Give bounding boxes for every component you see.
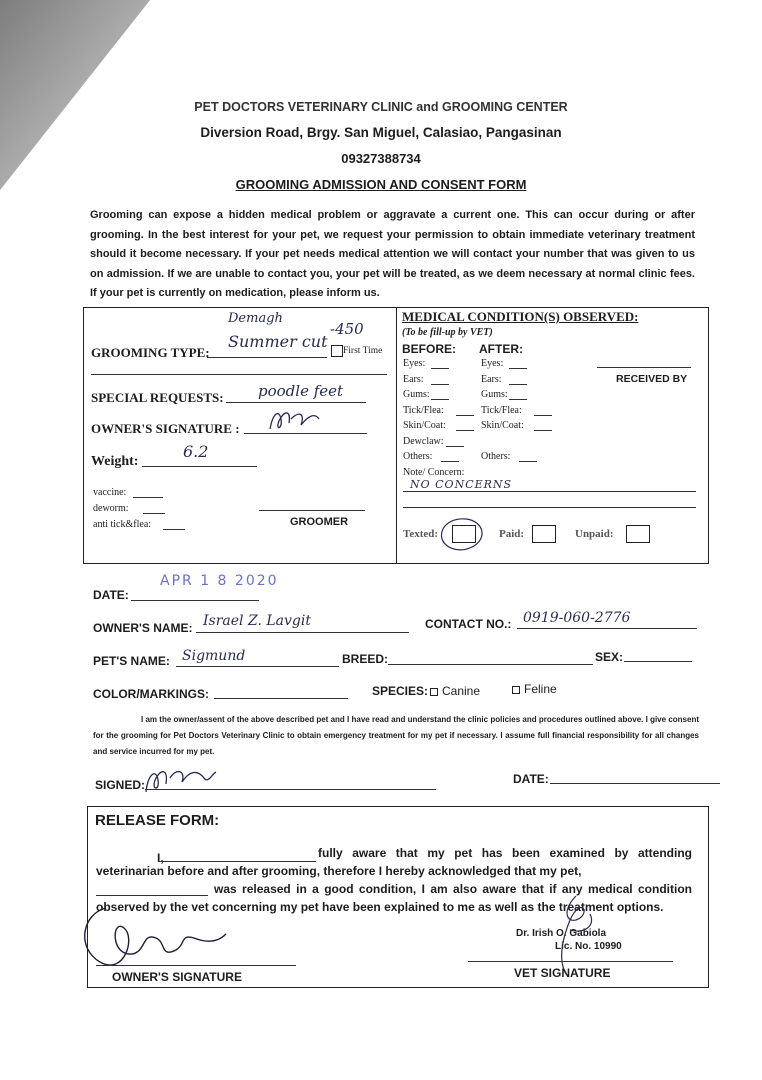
pet-name-label: PET'S NAME: — [93, 654, 170, 668]
before-blank-line — [441, 461, 459, 462]
vet-signature-line — [468, 961, 673, 962]
grooming-type-handwritten-2: Summer cut — [228, 332, 328, 351]
vet-license: Lic. No. 10990 — [555, 941, 622, 952]
release-text-1: I, — [157, 851, 164, 865]
signed-signature-scribble — [142, 764, 218, 798]
weight-value: 6.2 — [183, 442, 209, 461]
after-item: Ears: — [481, 373, 502, 385]
vet-signature-label: VET SIGNATURE — [514, 966, 611, 980]
deworm-line — [143, 513, 165, 514]
after-item: Others: — [481, 451, 511, 462]
paid-label: Paid: — [499, 528, 525, 540]
owner-signature-line — [244, 433, 367, 434]
note-value: NO CONCERNS — [410, 478, 513, 491]
deworm-label: deworm: — [93, 503, 129, 514]
medical-title: MEDICAL CONDITION(S) OBSERVED: — [402, 309, 639, 324]
date-label: DATE: — [93, 588, 129, 602]
weight-line — [142, 466, 257, 467]
first-time-checkbox[interactable] — [331, 345, 343, 357]
feline-checkbox[interactable] — [512, 686, 520, 694]
contact-line — [517, 628, 697, 629]
release-title: RELEASE FORM: — [95, 812, 220, 829]
before-item: Dewclaw: — [403, 435, 444, 447]
after-item: Eyes: — [481, 358, 504, 369]
release-text-3: was released in a good condition, I am also aware that if any medical condition observed by the vet concerning my pet have been explained to me as well as the treatment options. — [96, 882, 692, 914]
sex-label: SEX: — [595, 650, 624, 664]
received-by-label: RECEIVED BY — [616, 373, 688, 385]
first-time-label: First Time — [343, 346, 383, 356]
clinic-name: PET DOCTORS VETERINARY CLINIC and GROOMING CENTER — [194, 100, 568, 114]
vaccine-label: vaccine: — [93, 487, 127, 498]
before-item: Eyes: — [403, 358, 426, 369]
after-blank-line — [534, 430, 552, 431]
contact-value: 0919-060-2776 — [523, 610, 631, 626]
intro-paragraph: Grooming can expose a hidden medical problem or aggravate a current one. This can occur during or after grooming. In the best interest for your pet, we request your permission to obtain immediate veterinary treatment should it become necessary. If your pet needs medical attention we will contact your number that was given to us on admission. If we are unable to contact you, your pet will be treated, as we deem necessary at normal clinic fees. If your pet is currently on medication, please inform us. — [90, 209, 695, 299]
groomer-line — [259, 510, 365, 511]
feline-label: Feline — [524, 682, 557, 696]
breed-label: BREED: — [342, 652, 389, 666]
before-item: Gums: — [403, 389, 430, 400]
canine-label: Canine — [442, 684, 481, 698]
unpaid-label: Unpaid: — [575, 528, 614, 540]
clinic-phone: 09327388734 — [341, 151, 421, 166]
special-requests-label: SPECIAL REQUESTS: — [91, 390, 224, 405]
weight-label: Weight: — [91, 454, 139, 469]
owner-name-value: Israel Z. Lavgit — [203, 613, 311, 629]
before-blank-line — [431, 384, 449, 385]
canine-checkbox[interactable] — [430, 688, 438, 696]
note-label: Note/ Concern: — [403, 467, 465, 478]
after-blank-line — [509, 384, 527, 385]
before-blank-line — [431, 368, 449, 369]
special-requests-line — [226, 402, 366, 403]
after-label: AFTER: — [479, 342, 523, 356]
pet-name-line — [176, 666, 339, 667]
date-line — [131, 600, 259, 601]
color-line — [214, 698, 348, 699]
grooming-type-line — [207, 357, 327, 358]
texted-circle-mark — [432, 513, 490, 553]
owner-release-line — [96, 965, 296, 966]
before-item: Others: — [403, 451, 433, 462]
clinic-address: Diversion Road, Brgy. San Miguel, Calasiao, Pangasinan — [200, 125, 562, 140]
date-stamp: APR 1 8 2020 — [160, 573, 279, 589]
groomer-label: GROOMER — [290, 516, 349, 528]
signed-date-line — [550, 783, 720, 784]
after-item: Skin/Coat: — [481, 420, 524, 431]
breed-line — [388, 664, 593, 665]
anti-tick-line — [163, 529, 185, 530]
anti-tick-label: anti tick&flea: — [93, 519, 152, 530]
after-item: Tick/Flea: — [481, 404, 522, 416]
pet-name-value: Sigmund — [182, 648, 246, 664]
signed-date-label: DATE: — [513, 772, 549, 786]
grooming-type-line-2 — [91, 374, 387, 375]
before-blank-line — [431, 399, 449, 400]
box-divider — [396, 307, 397, 563]
owner-release-signature-label: OWNER'S SIGNATURE — [112, 970, 242, 984]
after-blank-line — [509, 399, 527, 400]
grooming-type-label: GROOMING TYPE: — [91, 345, 210, 360]
owner-name-label: OWNER'S NAME: — [93, 621, 193, 635]
before-blank-line — [456, 430, 474, 431]
vet-name: Dr. Irish O. Gabiola — [516, 928, 607, 939]
before-blank-line — [446, 446, 464, 447]
paid-checkbox[interactable] — [532, 525, 556, 543]
medical-subtitle: (To be fill-up by VET) — [402, 327, 493, 338]
vaccine-line — [133, 497, 163, 498]
sex-line — [624, 661, 692, 662]
signed-line — [145, 789, 436, 790]
before-item: Ears: — [403, 373, 424, 385]
note-line-2 — [403, 507, 696, 508]
received-by-line — [597, 367, 691, 368]
after-blank-line — [519, 461, 537, 462]
grooming-type-handwritten-1: Demagh — [228, 311, 283, 326]
owner-name-line — [196, 632, 409, 633]
species-label: SPECIES: — [372, 684, 429, 698]
owner-signature-label: OWNER'S SIGNATURE : — [91, 421, 240, 436]
before-blank-line — [456, 415, 474, 416]
unpaid-checkbox[interactable] — [626, 525, 650, 543]
special-requests-value: poodle feet — [258, 382, 344, 400]
texted-label: Texted: — [403, 528, 439, 540]
signed-label: SIGNED: — [95, 778, 146, 792]
color-label: COLOR/MARKINGS: — [93, 687, 209, 701]
after-blank-line — [534, 415, 552, 416]
consent-paragraph: I am the owner/assent of the above described pet and I have read and understand the clinic policies and procedures outlined above. I give consent for the grooming for Pet Doctors Veterinary Clinic to obtain emergency treatment for my pet if necessary. I assume full financial responsibility for all changes and service incurred for my pet. — [93, 715, 699, 756]
owner-release-signature-scribble — [76, 898, 246, 978]
form-title: GROOMING ADMISSION AND CONSENT FORM — [235, 177, 527, 192]
before-label: BEFORE: — [402, 342, 456, 356]
note-line-1 — [403, 491, 696, 492]
before-item: Tick/Flea: — [403, 404, 444, 416]
after-blank-line — [509, 368, 527, 369]
after-item: Gums: — [481, 389, 508, 400]
before-item: Skin/Coat: — [403, 420, 446, 431]
grooming-price: -450 — [330, 320, 364, 338]
contact-label: CONTACT NO.: — [425, 617, 512, 631]
release-text-2: fully aware that my pet has been examined by attending veterinarian before and after grooming, therefore I hereby acknowledged that my pet, — [96, 846, 692, 878]
